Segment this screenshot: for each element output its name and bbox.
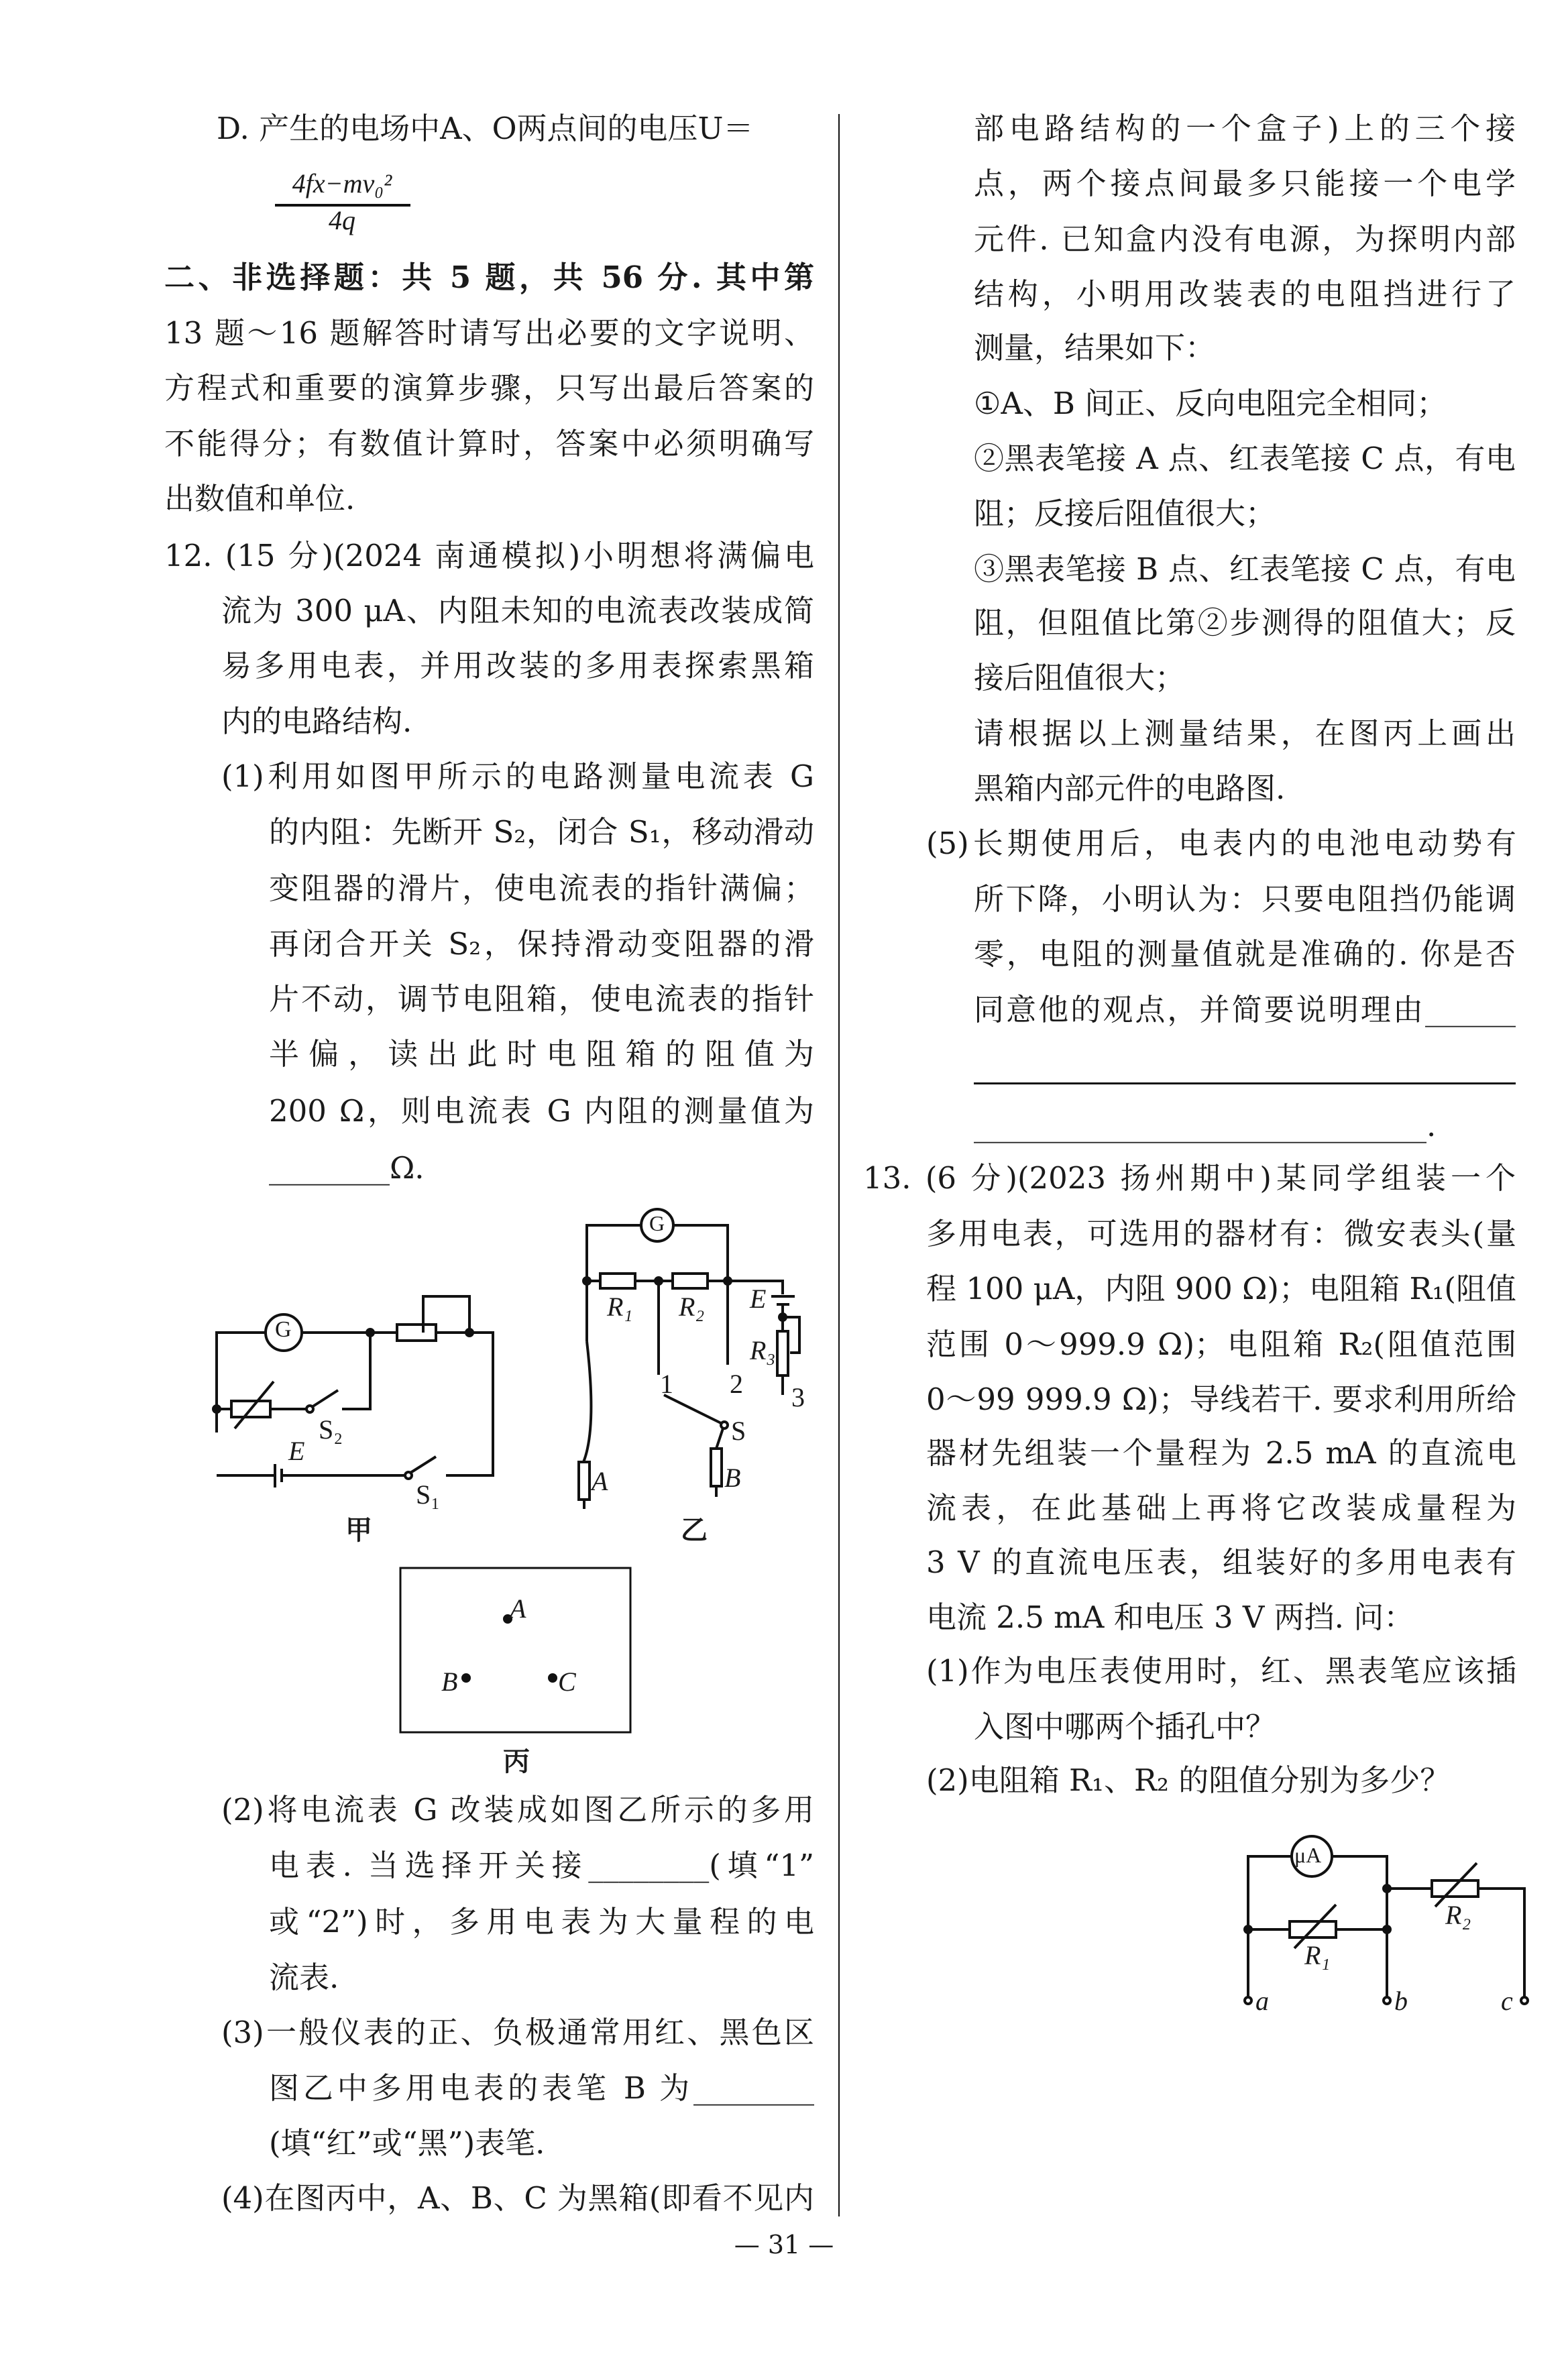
right-text-line: 流表，在此基础上再将它改装成量程为 <box>926 1490 1516 1526</box>
bing-point-c: C <box>558 1667 576 1697</box>
left-text-line: (3)一般仪表的正、负极通常用红、黑色区 <box>221 2015 814 2050</box>
right-text-line: 测量，结果如下： <box>974 330 1216 366</box>
right-text-line: 0～99 999.9 Ω)；导线若干. 要求利用所给 <box>926 1382 1516 1417</box>
yi-terminal-1: 1 <box>660 1369 673 1399</box>
page-number: — 31 — <box>734 2230 834 2259</box>
left-text-line: 片不动，调节电阻箱，使电流表的指针 <box>269 981 814 1017</box>
yi-r2-label: R₂ <box>679 1292 705 1322</box>
bing-point-a: A <box>510 1593 526 1624</box>
figure-caption-yi: 乙 <box>681 1514 708 1546</box>
bing-point-b: B <box>441 1667 458 1697</box>
right-text-line: 阻；反接后阻值很大； <box>974 496 1276 531</box>
left-text-line: 出数值和单位. <box>164 481 355 516</box>
left-text-line: 12. (15 分)(2024 南通模拟)小明想将满偏电 <box>164 538 814 573</box>
yi-g-label: G <box>649 1211 665 1235</box>
yi-r1-label: R₁ <box>607 1292 633 1322</box>
right-text-line: 点，两个接点间最多只能接一个电学 <box>974 166 1516 201</box>
fraction-numerator: 4fx−mv₀² <box>292 168 392 199</box>
left-text-line: 电表. 当选择开关接________(填“1” <box>269 1848 814 1883</box>
jia-s1-label: S₁ <box>416 1479 441 1510</box>
right-text-line: 13. (6 分)(2023 扬州期中)某同学组装一个 <box>863 1160 1516 1196</box>
yi-terminal-3: 3 <box>791 1382 805 1412</box>
right-text-line: 零，电阻的测量值就是准确的. 你是否 <box>974 936 1516 972</box>
right-text-line: 所下降，小明认为：只要电阻挡仍能调 <box>974 881 1516 917</box>
terminal-b-label: b <box>1394 1986 1408 2016</box>
microammeter-label: μA <box>1294 1843 1322 1867</box>
terminal-c-label: c <box>1501 1986 1513 2016</box>
jia-g-label: G <box>275 1317 292 1342</box>
q13-r1-label: R₁ <box>1304 1940 1331 1970</box>
left-text-line: 再闭合开关 S₂，保持滑动变阻器的滑 <box>269 926 814 962</box>
right-text-line: (5)长期使用后，电表内的电池电动势有 <box>926 826 1516 861</box>
right-text-line: 同意他的观点，并简要说明理由______ <box>974 992 1516 1027</box>
right-text-line: 结构，小明用改装表的电阻挡进行了 <box>974 276 1516 312</box>
left-text-line: (1)利用如图甲所示的电路测量电流表 G <box>221 758 814 794</box>
left-text-line: (2)将电流表 G 改装成如图乙所示的多用 <box>221 1792 814 1828</box>
left-text-line: (填“红”或“黑”)表笔. <box>269 2125 545 2161</box>
left-text-line: 流为 300 μA、内阻未知的电流表改装成简 <box>221 593 814 628</box>
left-text-line: 二、非选择题：共 5 题，共 56 分. 其中第 <box>164 260 814 295</box>
yi-r3-label: R₃ <box>750 1335 776 1365</box>
terminal-a-label: a <box>1255 1986 1269 2016</box>
right-text-line: 元件. 已知盒内没有电源，为探明内部 <box>974 221 1516 257</box>
right-text-line: 部电路结构的一个盒子)上的三个接 <box>974 111 1516 146</box>
left-text-line: 13 题～16 题解答时请写出必要的文字说明、 <box>164 315 814 351</box>
left-text-line: 图乙中多用电表的表笔 B 为________ <box>269 2070 814 2106</box>
left-text-line: 方程式和重要的演算步骤，只写出最后答案的 <box>164 370 814 406</box>
left-text-line: 变阻器的滑片，使电流表的指针满偏； <box>269 870 814 906</box>
yi-probe-b-label: B <box>724 1463 741 1493</box>
left-text-line: 不能得分；有数值计算时，答案中必须明确写 <box>164 426 814 461</box>
left-text-line: D. 产生的电场中A、O两点间的电压U＝ <box>217 111 754 146</box>
jia-s2-label: S₂ <box>319 1414 343 1445</box>
left-text-line: ________Ω. <box>269 1150 425 1186</box>
circuit-jia <box>213 1296 493 1487</box>
right-text-line: 3 V 的直流电压表，组装好的多用电表有 <box>926 1544 1516 1580</box>
q13-r2-label: R₂ <box>1445 1900 1471 1930</box>
left-text-line: 易多用电表，并用改装的多用表探索黑箱 <box>221 648 814 683</box>
right-text-line: (2)电阻箱 R₁、R₂ 的阻值分别为多少？ <box>926 1762 1451 1798</box>
left-text-line: 半偏，读出此时电阻箱的阻值为 <box>269 1036 814 1072</box>
right-text-line: ①A、B 间正、反向电阻完全相同； <box>974 386 1447 421</box>
left-text-line: 200 Ω，则电流表 G 内阻的测量值为 <box>269 1093 814 1129</box>
figure-caption-bing: 丙 <box>503 1746 530 1777</box>
right-text-line: 请根据以上测量结果，在图丙上画出 <box>974 716 1516 751</box>
jia-e-label: E <box>288 1436 305 1466</box>
yi-switch-s-label: S <box>731 1416 746 1446</box>
left-text-line: (4)在图丙中，A、B、C 为黑箱(即看不见内 <box>221 2180 814 2216</box>
right-text-line: 电流 2.5 mA 和电压 3 V 两挡. 问： <box>926 1599 1414 1635</box>
right-text-line: 器材先组装一个量程为 2.5 mA 的直流电 <box>926 1435 1516 1471</box>
yi-e-label: E <box>750 1284 767 1314</box>
yi-probe-a-label: A <box>592 1466 608 1496</box>
figure-caption-jia: 甲 <box>345 1514 372 1546</box>
right-text-line: (1)作为电压表使用时，红、黑表笔应该插 <box>926 1653 1516 1689</box>
left-text-line: 流表. <box>269 1960 339 1995</box>
right-text-line: 多用电表，可选用的器材有：微安表头(量 <box>926 1216 1516 1251</box>
right-text-line: ③黑表笔接 B 点、红表笔接 C 点，有电 <box>974 551 1516 587</box>
right-text-line: 程 100 μA，内阻 900 Ω)；电阻箱 R₁(阻值 <box>926 1271 1516 1306</box>
fraction-denominator: 4q <box>329 205 355 235</box>
right-text-line: 接后阻值很大； <box>974 660 1186 695</box>
right-text-line: 范围 0～999.9 Ω)；电阻箱 R₂(阻值范围 <box>926 1327 1516 1362</box>
left-text-line: 的内阻：先断开 S₂，闭合 S₁，移动滑动 <box>269 814 814 850</box>
left-text-line: 内的电路结构. <box>221 704 412 739</box>
right-text-line: 入图中哪两个插孔中？ <box>974 1709 1276 1744</box>
circuit-q13 <box>1245 1836 1528 2004</box>
left-text-line: 或“2”)时，多用电表为大量程的电 <box>269 1904 814 1940</box>
right-text-line: ②黑表笔接 A 点、红表笔接 C 点，有电 <box>974 441 1516 476</box>
right-text-line: 黑箱内部元件的电路图. <box>974 771 1286 806</box>
right-text-line: ______________________________. <box>974 1108 1437 1143</box>
yi-terminal-2: 2 <box>730 1369 743 1399</box>
right-text-line: 阻，但阻值比第②步测得的阻值大；反 <box>974 605 1516 640</box>
